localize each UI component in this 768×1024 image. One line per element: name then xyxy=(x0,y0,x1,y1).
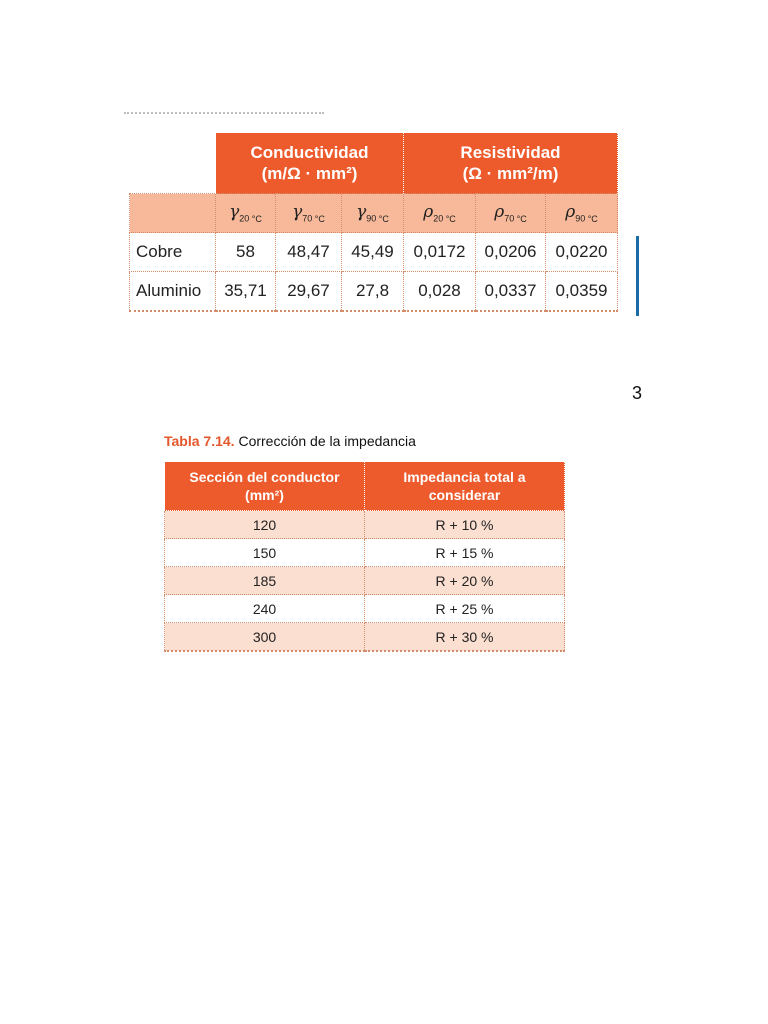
impedance-cell: R + 20 % xyxy=(365,567,565,595)
table-cell: 35,71 xyxy=(216,272,276,312)
table-row-cobre xyxy=(130,233,618,272)
table-cell: 0,0220 xyxy=(546,233,618,272)
subheader-gamma-20: $\gamma_{20}$ °C xyxy=(216,194,276,233)
table-cell: 27,8 xyxy=(342,272,404,312)
section-cell: 300 xyxy=(165,623,365,652)
page-number: 3 xyxy=(632,383,643,403)
impedance-cell: R + 15 % xyxy=(365,539,565,567)
table-cell: 0,0172 xyxy=(404,233,476,272)
cropped-text-fragment xyxy=(124,112,324,122)
section-header-line1: Sección del conductor xyxy=(189,469,340,485)
impedance-correction-table xyxy=(164,461,565,652)
table-cell: 58 xyxy=(216,233,276,272)
resistivity-title: Resistividad xyxy=(460,143,561,162)
impedance-column-header xyxy=(365,462,565,511)
impedance-cell: R + 25 % xyxy=(365,595,565,623)
table-caption xyxy=(164,433,416,449)
header-corner-blank xyxy=(130,133,216,194)
section-cell: 120 xyxy=(165,511,365,539)
margin-rule xyxy=(636,236,639,316)
section-column-header xyxy=(165,462,365,511)
table-cell: 48,47 xyxy=(276,233,342,272)
subheader-rho-90: $\rho_{90}$ °C xyxy=(546,194,618,233)
conductivity-title: Conductividad xyxy=(250,143,369,162)
section-header-line2: (mm²) xyxy=(245,487,284,503)
row-label: Cobre xyxy=(130,233,216,272)
conductivity-unit: (m/Ω · mm²) xyxy=(261,164,358,183)
subheader-corner xyxy=(130,194,216,233)
conductivity-group-header xyxy=(216,133,404,194)
section-cell: 185 xyxy=(165,567,365,595)
subheader-rho-70: $\rho_{70}$ °C xyxy=(476,194,546,233)
section-cell: 240 xyxy=(165,595,365,623)
row-label: Aluminio xyxy=(130,272,216,312)
resistivity-group-header xyxy=(404,133,618,194)
table-row xyxy=(165,595,565,623)
impedance-header-line1: Impedancia total a xyxy=(403,469,526,485)
subheader-rho-20: $\rho_{20}$ °C xyxy=(404,194,476,233)
table-cell: 29,67 xyxy=(276,272,342,312)
resistivity-unit: (Ω · mm²/m) xyxy=(462,164,559,183)
subheader-gamma-70: $\gamma_{70}$ °C xyxy=(276,194,342,233)
conductivity-resistivity-table xyxy=(129,132,618,312)
table-cell: 45,49 xyxy=(342,233,404,272)
table-row xyxy=(165,539,565,567)
impedance-header-line2: considerar xyxy=(428,487,501,503)
table-row xyxy=(165,623,565,652)
caption-text: Corrección de la impedancia xyxy=(234,433,416,449)
impedance-cell: R + 10 % xyxy=(365,511,565,539)
table-cell: 0,028 xyxy=(404,272,476,312)
table-cell: 0,0359 xyxy=(546,272,618,312)
caption-number: Tabla 7.14. xyxy=(164,433,235,449)
table-row xyxy=(165,567,565,595)
table-cell: 0,0337 xyxy=(476,272,546,312)
subheader-gamma-90: $\gamma_{90}$ °C xyxy=(342,194,404,233)
impedance-cell: R + 30 % xyxy=(365,623,565,652)
table-row xyxy=(165,511,565,539)
section-cell: 150 xyxy=(165,539,365,567)
table-row-aluminio xyxy=(130,272,618,312)
table-cell: 0,0206 xyxy=(476,233,546,272)
